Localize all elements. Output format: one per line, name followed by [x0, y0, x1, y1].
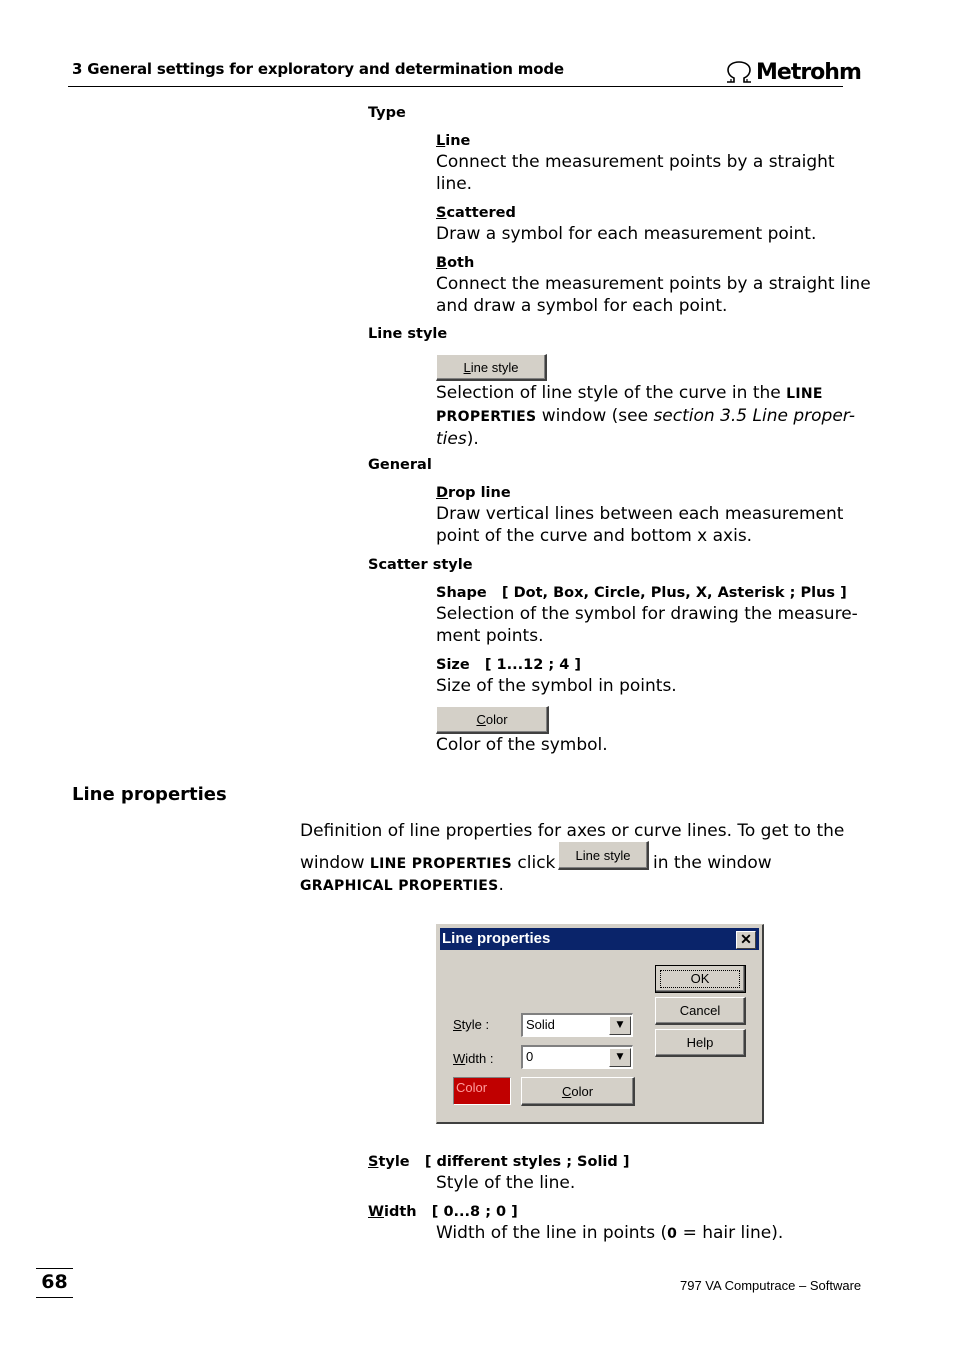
type-line-label: Line	[436, 133, 471, 149]
line-style-button[interactable]: L ine style	[436, 354, 547, 381]
color-swatch-label: Color	[456, 1080, 488, 1095]
close-icon[interactable]: ✕	[736, 931, 756, 949]
color-button[interactable]: C olor	[436, 706, 549, 734]
drop-line-label: Drop line	[436, 485, 511, 501]
style-select-value: Solid	[526, 1017, 555, 1032]
inline-line-style-button[interactable]: Line style	[558, 841, 649, 870]
line-properties-intro-1: Definition of line properties for axes or curve lines. To get to the	[300, 821, 845, 841]
type-scattered-desc: Draw a symbol for each measurement point.	[436, 224, 817, 244]
scatter-style-heading: Scatter style	[368, 557, 473, 573]
dialog-color-button[interactable]: C olor	[521, 1077, 635, 1106]
color-swatch	[453, 1077, 511, 1105]
shape-desc: Selection of the symbol for drawing the measure- ment points.	[436, 604, 858, 646]
drop-line-desc: Draw vertical lines between each measurement point of the curve and bottom x axis.	[436, 504, 844, 546]
ok-button[interactable]: OK	[655, 965, 746, 993]
shape-label: Shape [ Dot, Box, Circle, Plus, X, Asterisk ; Plus ]	[436, 585, 847, 601]
logo-text: Metrohm	[756, 59, 861, 85]
page-number: 68	[41, 1271, 68, 1293]
width-param-label: Width [ 0...8 ; 0 ]	[368, 1204, 518, 1220]
line-properties-dialog	[436, 924, 764, 1124]
size-label: Size [ 1...12 ; 4 ]	[436, 657, 581, 673]
line-properties-heading: Line properties	[72, 784, 227, 805]
header-rule	[68, 86, 843, 87]
metrohm-logo	[724, 58, 861, 86]
type-heading: Type	[368, 105, 406, 121]
width-field-label: Width :	[453, 1051, 494, 1066]
color-desc: Color of the symbol.	[436, 735, 608, 755]
line-style-heading: Line style	[368, 326, 448, 342]
style-param-desc: Style of the line.	[436, 1173, 576, 1193]
type-scattered-label: Scattered	[436, 205, 516, 221]
general-heading: General	[368, 457, 432, 473]
width-select[interactable]	[521, 1045, 633, 1069]
line-style-desc: Selection of line style of the curve in the LINE PROPERTIES window (see section 3.5 Line proper- ties).	[436, 383, 855, 449]
chapter-title: 3 General settings for exploratory and determination mode	[72, 60, 564, 78]
line-properties-intro-3: GRAPHICAL PROPERTIES.	[300, 875, 504, 895]
help-button[interactable]: Help	[655, 1029, 746, 1057]
line-properties-intro-2: window LINE PROPERTIES click	[300, 853, 556, 873]
line-properties-intro-2d: in the window	[653, 853, 772, 873]
style-select[interactable]	[521, 1013, 633, 1037]
size-desc: Size of the symbol in points.	[436, 676, 677, 696]
dialog-title-bar	[440, 928, 759, 950]
page-number-top-rule	[36, 1268, 73, 1269]
page-number-rule	[36, 1297, 73, 1298]
cancel-button[interactable]: Cancel	[655, 997, 746, 1025]
style-field-label: Style :	[453, 1017, 490, 1032]
type-both-label: Both	[436, 255, 475, 271]
chevron-down-icon[interactable]: ▼	[609, 1048, 631, 1067]
width-select-value: 0	[526, 1049, 534, 1064]
type-both-desc: Connect the measurement points by a straight line and draw a symbol for each point.	[436, 274, 871, 316]
style-param-label: Style [ different styles ; Solid ]	[368, 1154, 630, 1170]
footer-product: 797 VA Computrace – Software	[680, 1278, 862, 1293]
omega-icon	[724, 60, 754, 84]
dialog-title: Line properties	[442, 930, 551, 947]
chevron-down-icon[interactable]: ▼	[609, 1016, 631, 1035]
width-param-desc: Width of the line in points (0 = hair line).	[436, 1223, 784, 1243]
type-line-desc: Connect the measurement points by a straight line.	[436, 152, 835, 194]
